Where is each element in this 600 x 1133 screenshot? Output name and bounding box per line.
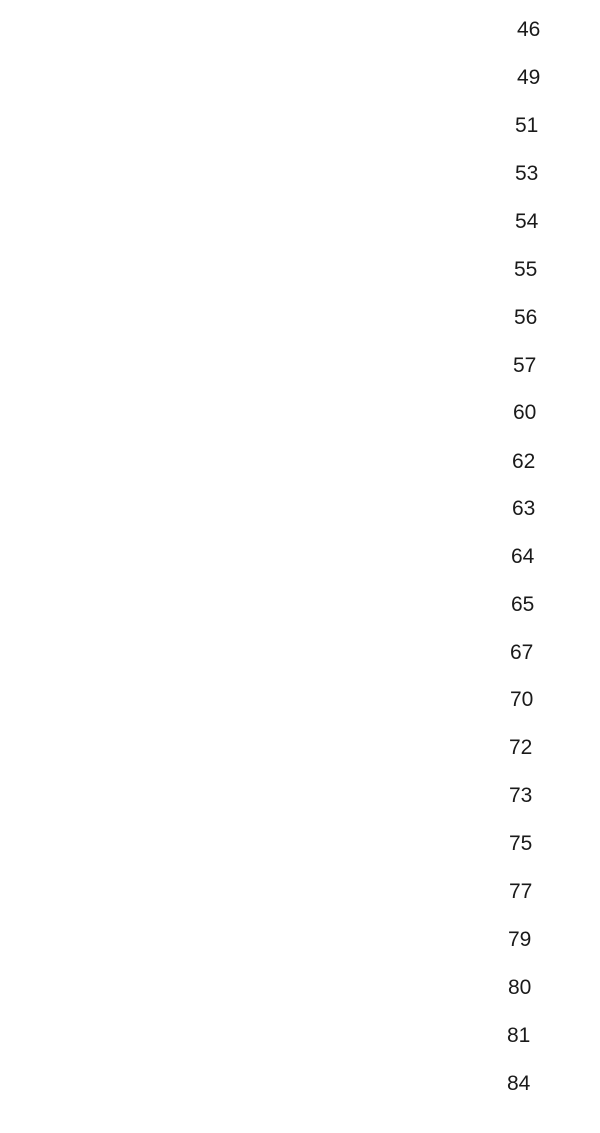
toc-entry-page-number: 79 (508, 928, 532, 951)
toc-entry-page-number: 54 (515, 210, 539, 233)
toc-entry-page-number: 57 (513, 354, 537, 377)
toc-entry-page-number: 65 (511, 593, 535, 616)
toc-entry-page-number: 80 (508, 976, 532, 999)
toc-entry-page-number: 64 (511, 545, 535, 568)
toc-entry-page-number: 46 (517, 18, 541, 41)
toc-entry-page-number: 53 (515, 162, 539, 185)
toc-entry-page-number: 75 (509, 832, 533, 855)
toc-entry-page-number: 49 (517, 66, 541, 89)
toc-entry-page-number: 55 (514, 258, 538, 281)
toc-entry-page-number: 60 (513, 401, 537, 424)
toc-entry-page-number: 51 (515, 114, 539, 137)
toc-entry-page-number: 62 (512, 450, 536, 473)
toc-entry-page-number: 77 (509, 880, 533, 903)
toc-entry-page-number: 70 (510, 688, 534, 711)
toc-entry-page-number: 63 (512, 497, 536, 520)
toc-entry-page-number: 81 (507, 1024, 531, 1047)
toc-entry-page-number: 56 (514, 306, 538, 329)
toc-entry-page-number: 72 (509, 736, 533, 759)
toc-entry-page-number: 84 (507, 1072, 531, 1095)
toc-entry-page-number: 67 (510, 641, 534, 664)
toc-entry-page-number: 73 (509, 784, 533, 807)
